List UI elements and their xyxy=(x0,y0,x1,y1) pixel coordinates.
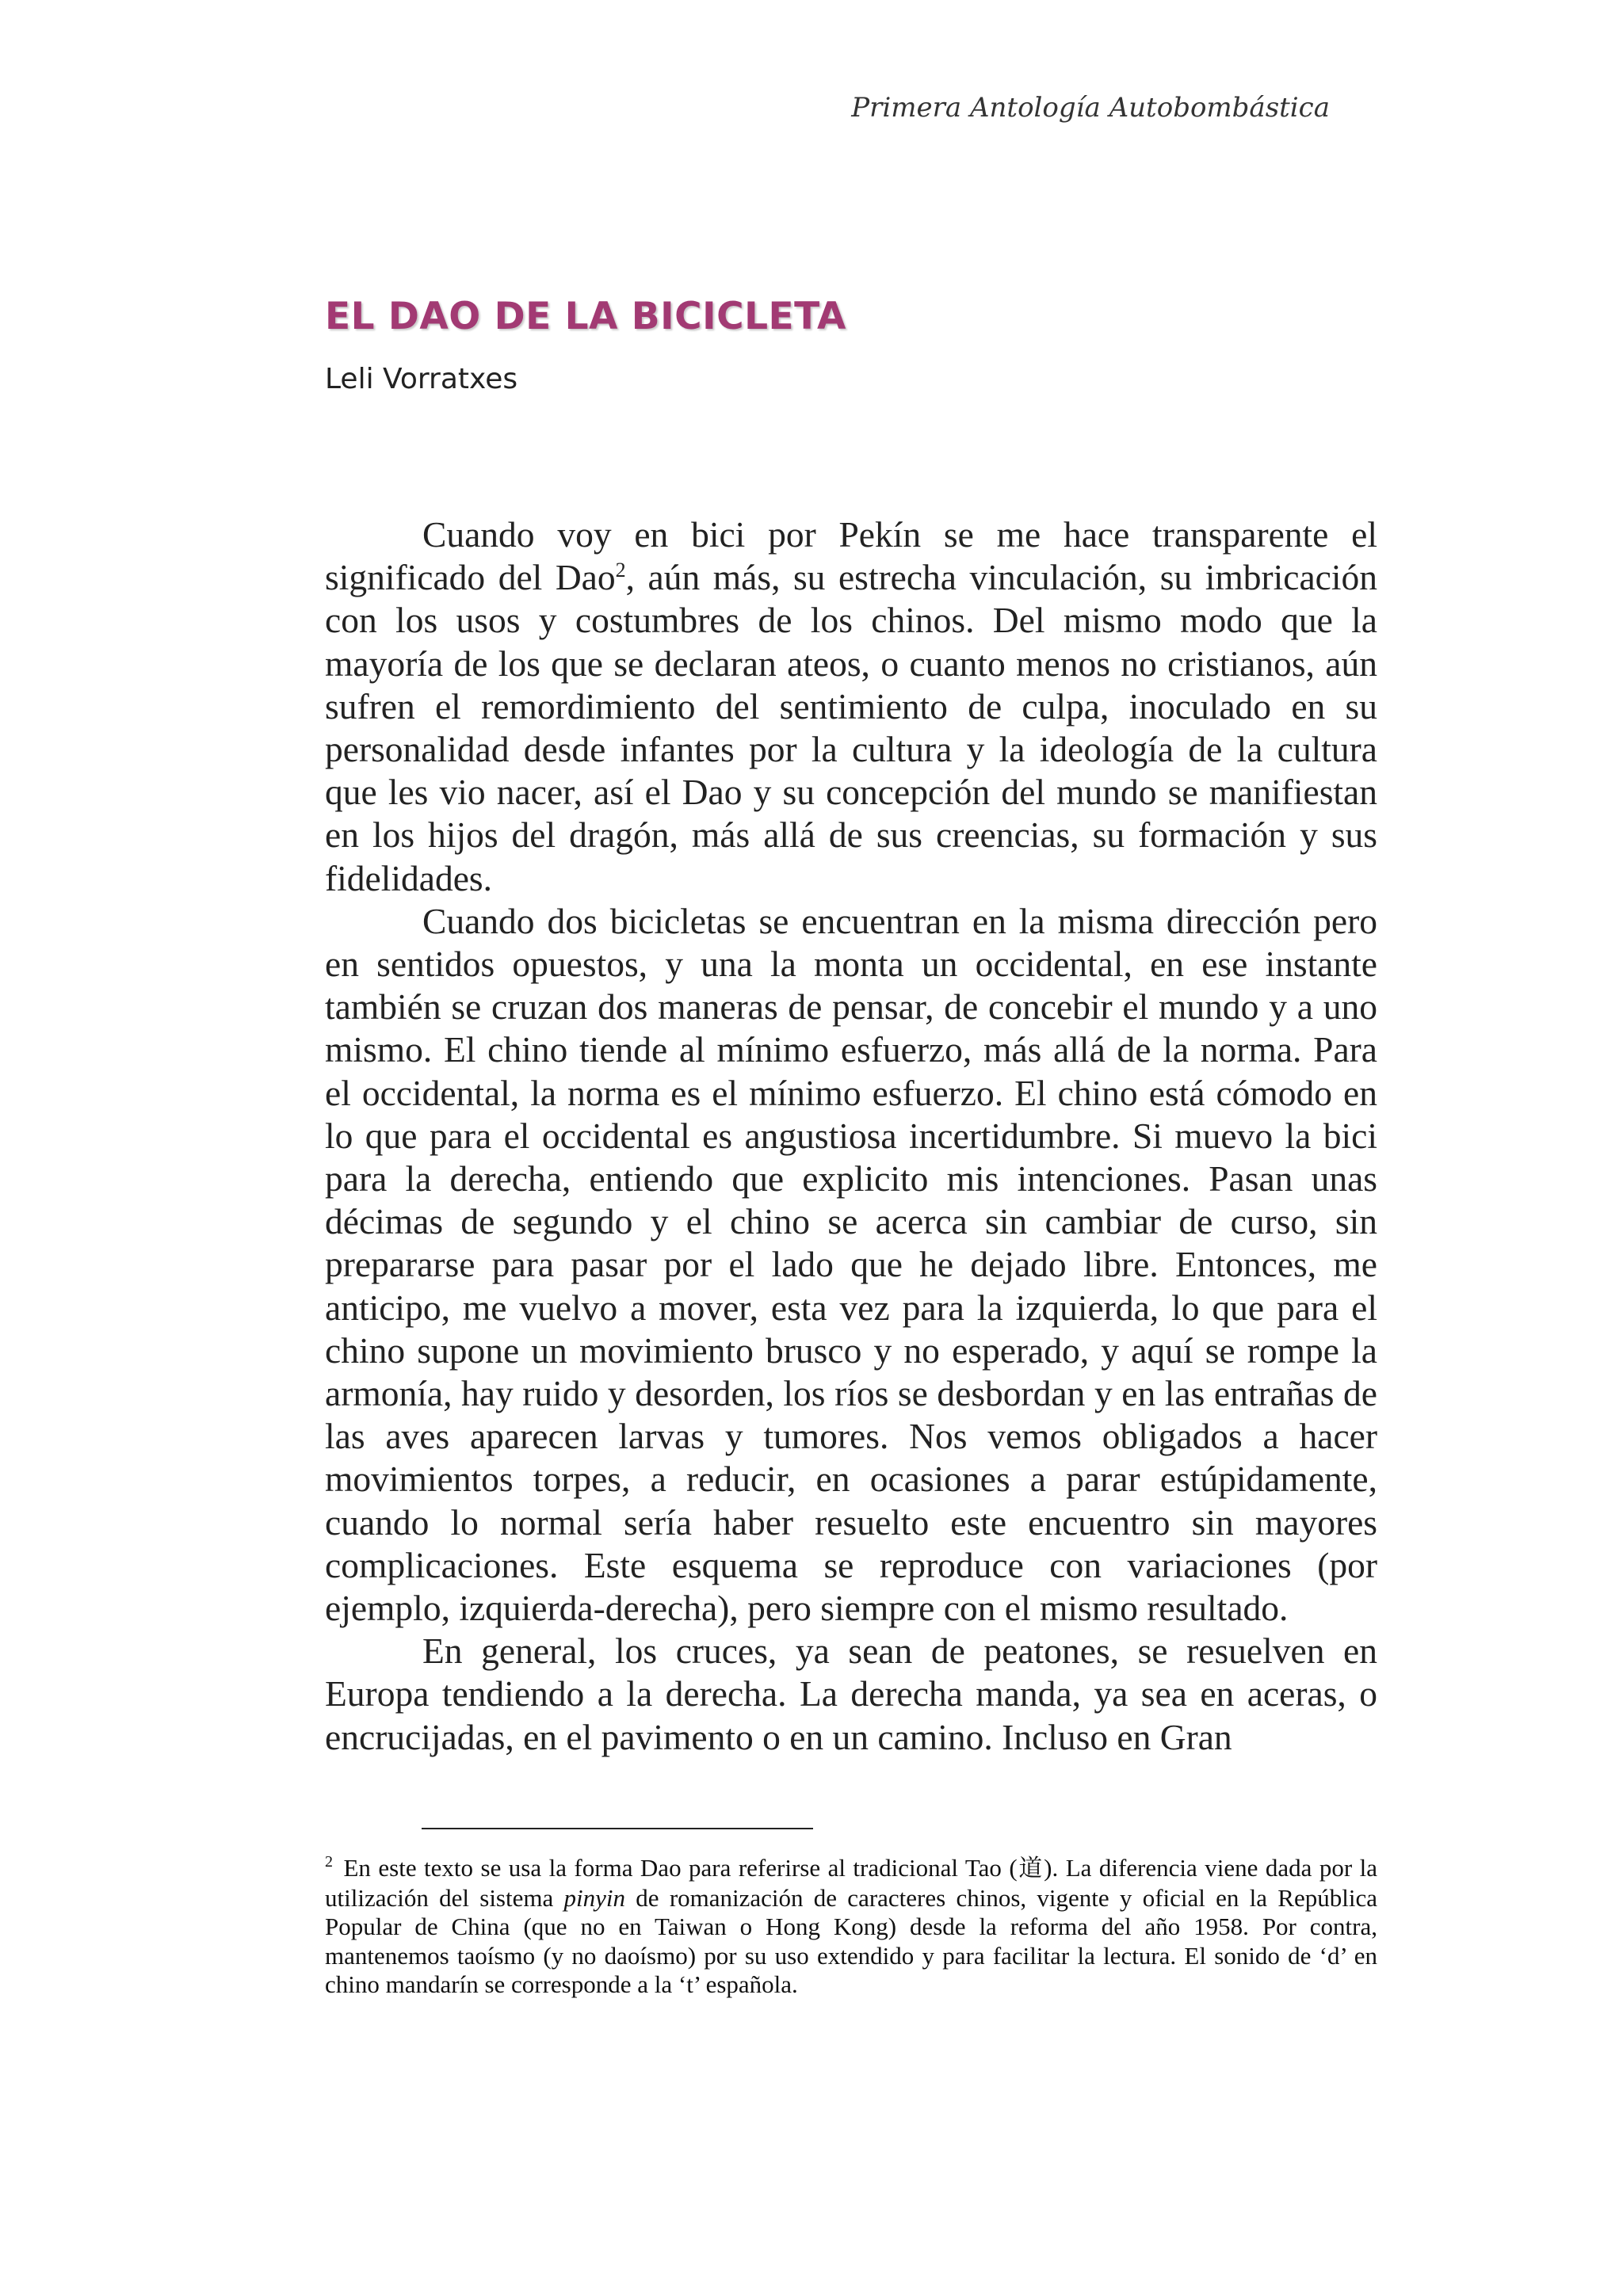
body-paragraph-3: En general, los cruces, ya sean de peatones, se resuelven en Europa tendiendo a la derecha. La derecha manda, ya sea en aceras, o encrucijadas, en el pavimento o en un camino. Incluso en Gran xyxy=(325,1630,1377,1757)
footnote-reference[interactable]: 2 xyxy=(615,559,626,582)
footnote-text-2: ). La diferencia viene dada por la utilización del sistema xyxy=(325,1854,1378,1912)
body-paragraph-2: Cuando dos bicicletas se encuentran en la misma dirección pero en sentidos opuestos, y una la monta un occidental, en ese instante también se cruzan dos maneras de pensar, de concebir el mundo y a uno mismo. El chino tiende al mínimo esfuerzo, más allá de la norma. Para el occidental, la norma es el mínimo esfuerzo. El chino está cómodo en lo que para el occidental es angustiosa incertidumbre. Si muevo la bici para la derecha, entiendo que explicito mis intenciones. Pasan unas décimas de segundo y el chino se acerca sin cambiar de curso, sin prepararse para pasar por el lado que he dejado libre. Entonces, me anticipo, me vuelvo a mover, esta vez para la izquierda, lo que para el chino supone un movimiento brusco y no esperado, y aquí se rompe la armonía, hay ruido y desorden, los ríos se desbordan y en las entrañas de las aves aparecen larvas y tumores. Nos vemos obligados a hacer movimientos torpes, a reducir, en ocasiones a parar estúpidamente, cuando lo normal sería haber resuelto este encuentro sin mayores complicaciones. Este esquema se reproduce con variaciones (por ejemplo, izquierda-derecha), pero siempre con el mismo resultado. xyxy=(325,900,1377,1629)
footnote xyxy=(325,1854,1377,2000)
paragraph-1-text-end: , aún más, su estrecha vinculación, su imbricación con los usos y costumbres de los chinos. Del mismo modo que la mayoría de los que se declaran ateos, o cuanto menos no cristianos, aún sufren el remordimiento del sentimiento de culpa, inoculado en su personalidad desde infantes por la cultura y la ideología de la cultura que les vio nacer, así el Dao y su concepción del mundo se manifiestan en los hijos del dragón, más allá de sus creencias, su formación y sus fidelidades. xyxy=(325,557,1377,898)
article-title: EL DAO DE LA BICICLETA xyxy=(325,295,846,338)
paragraph-1-text-start: Cuando voy en bici por Pekín se me hace transparente el significado del Dao xyxy=(325,514,1377,598)
footnote-pinyin-term: pinyin xyxy=(563,1883,626,1912)
article-body xyxy=(325,513,1377,1759)
footnote-number: 2 xyxy=(325,1853,333,1871)
running-header: Primera Antología Autobombástica xyxy=(851,92,1330,124)
footnote-text-1: En este texto se usa la forma Dao para referirse al tradicional Tao ( xyxy=(336,1854,1018,1882)
footnote-text-3: de romanización de caracteres chinos, vigente y oficial en la República Popular de China (que no en Taiwan o Hong Kong) desde la reforma del año 1958. Por contra, mantenemos taoísmo (y no daoísmo) por su uso extendido y para facilitar la lectura. El sonido de ‘d’ en chino mandarín se corresponde a la ‘t’ española. xyxy=(325,1883,1377,1999)
body-paragraph-1 xyxy=(325,513,1377,900)
footnote-separator xyxy=(422,1828,813,1829)
footnote-hanzi: 道 xyxy=(1017,1855,1044,1882)
article-author: Leli Vorratxes xyxy=(325,363,518,395)
